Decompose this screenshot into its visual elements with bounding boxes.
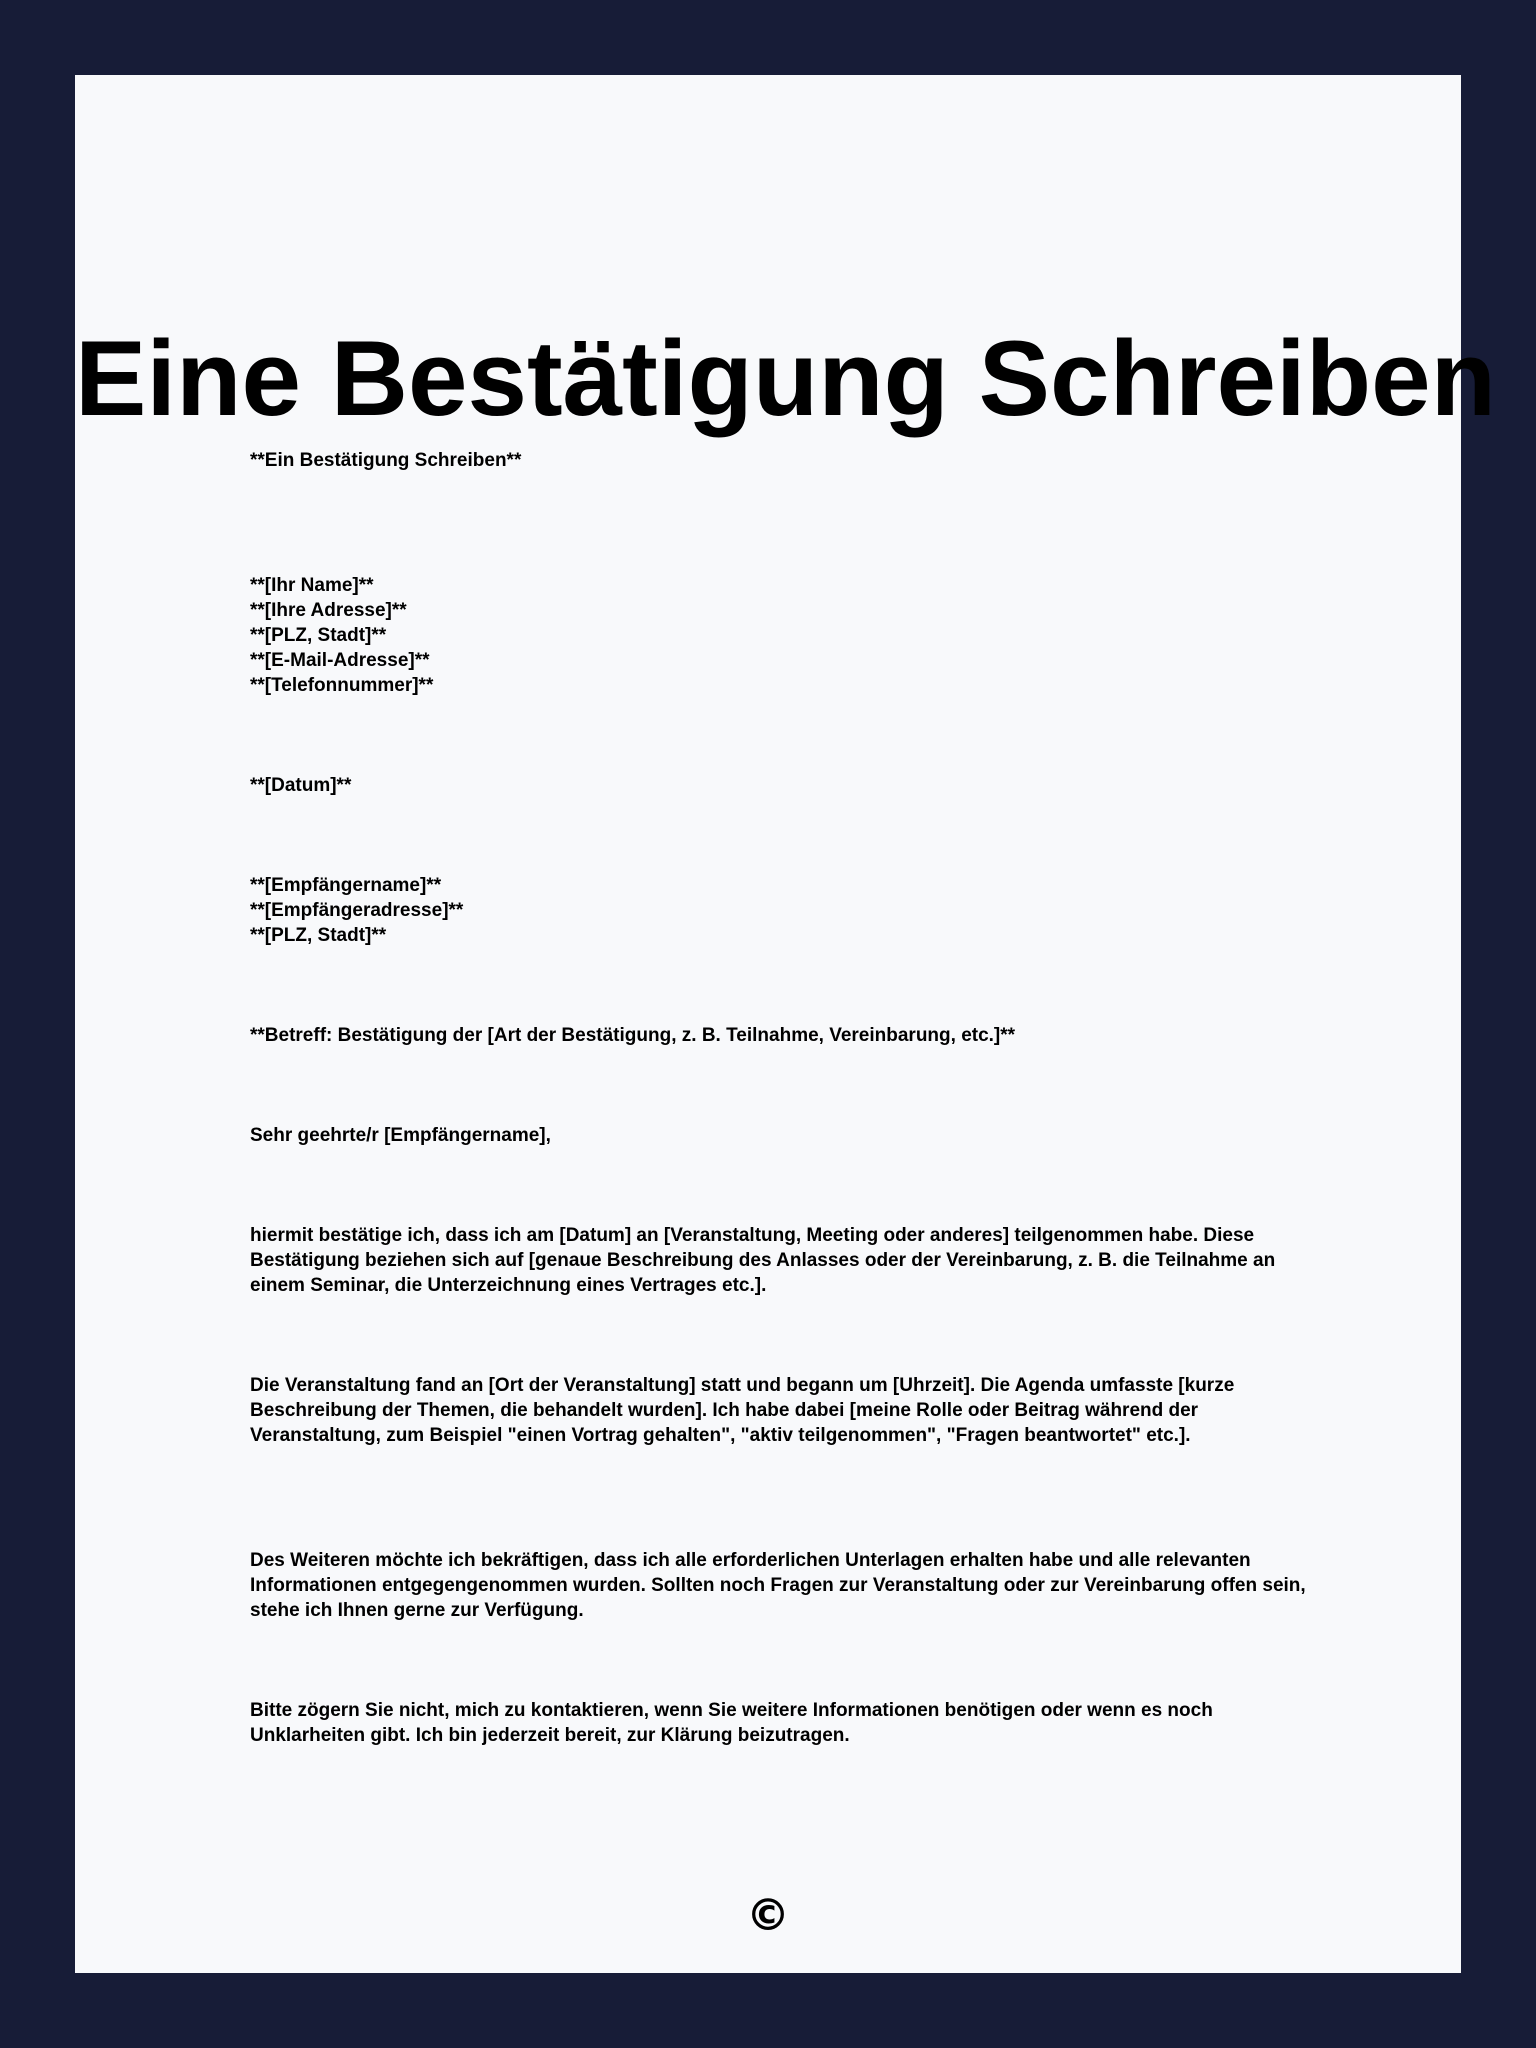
sender-phone: **[Telefonnummer]**	[250, 675, 434, 696]
recipient-address: **[Empfängeradresse]**	[250, 900, 464, 921]
sender-email: **[E-Mail-Adresse]**	[250, 650, 430, 671]
letter-subject: **Betreff: Bestätigung der [Art der Bestätigung, z. B. Teilnahme, Vereinbarung, etc.]**	[250, 1025, 1016, 1046]
sender-name: **[Ihr Name]**	[250, 575, 374, 596]
letter-paragraph-3: Des Weiteren möchte ich bekräftigen, dass ich alle erforderlichen Unterlagen erhalten habe und alle relevanten Informationen entgegengenommen wurden. Sollten noch Fragen zur Veranstaltung oder zur Vereinbarung offen sein, stehe ich Ihnen gerne zur Verfügung.	[250, 1550, 1306, 1621]
letter-date: **[Datum]**	[250, 775, 352, 796]
copyright-icon: ©	[746, 1890, 790, 1941]
sender-address: **[Ihre Adresse]**	[250, 600, 407, 621]
recipient-block	[250, 873, 1310, 948]
document-subtitle: **Ein Bestätigung Schreiben**	[250, 450, 522, 471]
letter-paragraph-4: Bitte zögern Sie nicht, mich zu kontaktieren, wenn Sie weitere Informationen benötigen oder wenn es noch Unklarheiten gibt. Ich bin jederzeit bereit, zur Klärung beizutragen.	[250, 1700, 1213, 1746]
letter-salutation: Sehr geehrte/r [Empfängername],	[250, 1125, 551, 1146]
recipient-name: **[Empfängername]**	[250, 875, 442, 896]
document-page	[75, 75, 1496, 1973]
sender-city: **[PLZ, Stadt]**	[250, 625, 387, 646]
document-title: Eine Bestätigung Schreiben	[75, 318, 1496, 438]
recipient-city: **[PLZ, Stadt]**	[250, 925, 387, 946]
letter-paragraph-2: Die Veranstaltung fand an [Ort der Veranstaltung] statt und begann um [Uhrzeit]. Die Agenda umfasste [kurze Beschreibung der Themen, die behandelt wurden]. Ich habe dabei [meine Rolle oder Beitrag während der Veranstaltung, zum Beispiel "einen Vortrag gehalten", "aktiv teilgenommen", "Fragen beantwortet" etc.].	[250, 1375, 1235, 1446]
letter-paragraph-1: hiermit bestätige ich, dass ich am [Datum] an [Veranstaltung, Meeting oder anderes] teilgenommen habe. Diese Bestätigung beziehen sich auf [genaue Beschreibung des Anlasses oder der Vereinbarung, z. B. die Teilnahme an einem Seminar, die Unterzeichnung eines Vertrages etc.].	[250, 1225, 1276, 1296]
sender-block	[250, 573, 1310, 698]
